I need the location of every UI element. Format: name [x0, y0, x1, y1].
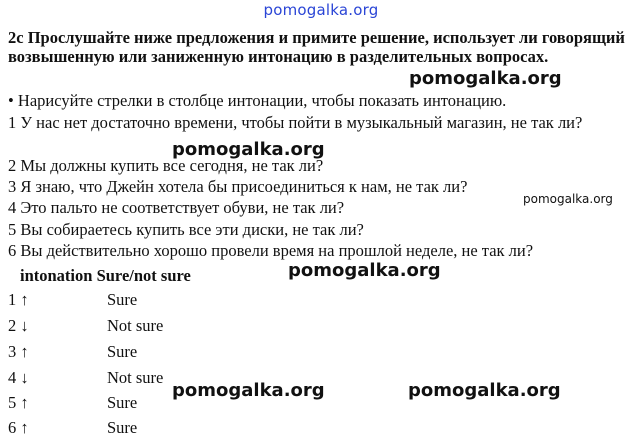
table-row-number: 4 ↓	[8, 368, 29, 387]
table-row-value: Sure	[107, 290, 138, 309]
watermark: pomogalka.org	[408, 380, 561, 401]
column-sure-header: Sure/not sure	[96, 266, 191, 285]
sentence-2: 2 Мы должны купить все сегодня, не так ли?	[8, 156, 324, 175]
sentence-6: 6 Вы действительно хорошо провели время на прошлой неделе, не так ли?	[8, 241, 534, 260]
watermark: pomogalka.org	[172, 380, 325, 401]
watermark: pomogalka.org	[288, 260, 441, 281]
table-row-value: Sure	[107, 418, 138, 437]
sentence-3: 3 Я знаю, что Джейн хотела бы присоединиться к нам, не так ли?	[8, 177, 468, 196]
watermark: pomogalka.org	[523, 192, 613, 206]
table-row-number: 2 ↓	[8, 316, 29, 335]
table-row-value: Sure	[107, 393, 138, 412]
column-intonation-header: intonation	[20, 266, 93, 285]
table-header	[20, 266, 191, 286]
table-row-number: 1 ↑	[8, 290, 29, 309]
table-row-value: Not sure	[107, 368, 164, 387]
sentence-4: 4 Это пальто не соответствует обуви, не так ли?	[8, 198, 345, 217]
watermark: pomogalka.org	[409, 68, 562, 89]
watermark: pomogalka.org	[172, 139, 325, 160]
table-row-number: 5 ↑	[8, 393, 29, 412]
sentence-5: 5 Вы собираетесь купить все эти диски, не так ли?	[8, 220, 364, 239]
sentence-1: 1 У нас нет достаточно времени, чтобы пойти в музыкальный магазин, не так ли?	[8, 113, 583, 132]
table-row-value: Sure	[107, 342, 138, 361]
table-row-number: 6 ↑	[8, 418, 29, 437]
task-title: 2c Прослушайте ниже предложения и примите решение, использует ли говорящий возвышенную или заниженную интонацию в разделительных вопросах.	[8, 28, 625, 66]
table-row-number: 3 ↑	[8, 342, 29, 361]
header-watermark: pomogalka.org	[263, 1, 379, 19]
table-row-value: Not sure	[107, 316, 164, 335]
task-instruction: • Нарисуйте стрелки в столбце интонации, чтобы показать интонацию.	[8, 91, 507, 110]
